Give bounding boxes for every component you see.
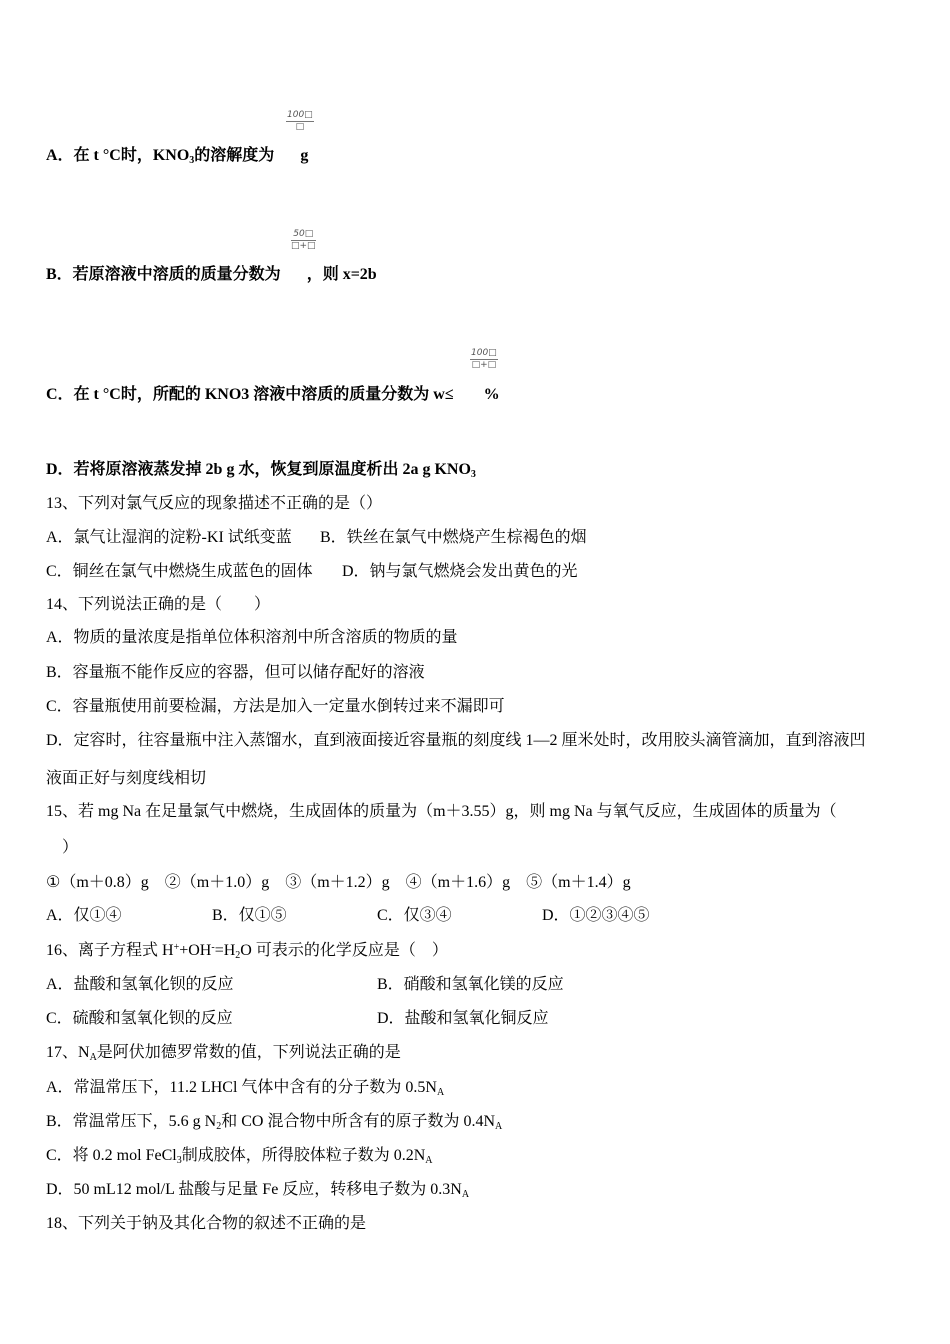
q12-option-a: A．在 t °C时，$KNO_3$的溶解度为 g [46,147,309,166]
fraction-a: 100□ □ [287,110,313,132]
q14-option-d-cont: 液面正好与刻度线相切 [46,770,207,787]
q14-stem: 14、下列说法正确的是（ ） [46,596,271,613]
q17-option-a: A．常温常压下，11.2 LHCl 气体中含有的分子数为 $0.5N_A$ [46,1079,445,1098]
q16-stem: 16、离子方程式 $H^++OH^-=H_2O$ 可表示的化学反应是（ ） [46,942,448,961]
q16-options-ab: A．盐酸和氢氧化钡的反应 B．硝酸和氢氧化镁的反应 [46,976,564,993]
q12-option-c: C．在 t °C时，所配的 KNO3 溶液中溶质的质量分数为 w≤ % [46,386,500,403]
q18-stem: 18、下列关于钠及其化合物的叙述不正确的是 [46,1215,367,1232]
q12-option-d: D．若将原溶液蒸发掉 2b g 水，恢复到原温度析出 2a g $KNO_3$ [46,461,476,480]
q15-stem: 15、若 mg Na 在足量氯气中燃烧，生成固体的质量为（m＋3.55）g，则 mg Na 与氧气反应，生成固体的质量为（ [46,803,837,820]
q17-stem: 17、$N_A$是阿伏加德罗常数的值，下列说法正确的是 [46,1044,401,1063]
q17-option-c: C．将 0.2 mol FeCl$_3$制成胶体，所得胶体粒子数为 $0.2N_A$ [46,1147,433,1166]
q14-option-d: D．定容时，往容量瓶中注入蒸馏水，直到液面接近容量瓶的刻度线 1—2 厘米处时，改用胶头滴管滴加，直到溶液凹 [46,732,866,749]
q17-option-b: B．常温常压下，5.6 g $N_2$和 CO 混合物中所含有的原子数为 $0.4N_A$ [46,1113,503,1132]
fraction-c: 100□ □+□ [471,348,497,370]
q13-options-ab: A．氯气让湿润的淀粉-KI 试纸变蓝 B．铁丝在氯气中燃烧产生棕褐色的烟 [46,529,587,546]
q12-option-b: B．若原溶液中溶质的质量分数为 ，则 x=2b [46,266,377,283]
q13-stem: 13、下列对氯气反应的现象描述不正确的是（） [46,495,383,512]
q14-option-a: A．物质的量浓度是指单位体积溶剂中所含溶质的物质的量 [46,629,458,646]
q13-options-cd: C．铜丝在氯气中燃烧生成蓝色的固体 D．钠与氯气燃烧会发出黄色的光 [46,563,578,580]
q15-choices: ①（m＋0.8）g ②（m＋1.0）g ③（m＋1.2）g ④（m＋1.6）g ⑤（m＋1.4）g [46,874,631,891]
q14-option-c: C．容量瓶使用前要检漏，方法是加入一定量水倒转过来不漏即可 [46,698,505,715]
q14-option-b: B．容量瓶不能作反应的容器，但可以储存配好的溶液 [46,664,425,681]
q15-stem-cont: ） [62,839,79,856]
q15-options: A．仅①④ B．仅①⑤ C．仅③④ D．①②③④⑤ [46,907,650,924]
q16-options-cd: C．硫酸和氢氧化钡的反应 D．盐酸和氢氧化铜反应 [46,1010,549,1027]
fraction-b: 50□ □+□ [291,229,316,251]
q17-option-d: D．50 mL12 mol/L 盐酸与足量 Fe 反应，转移电子数为 $0.3N_A$ [46,1181,470,1200]
